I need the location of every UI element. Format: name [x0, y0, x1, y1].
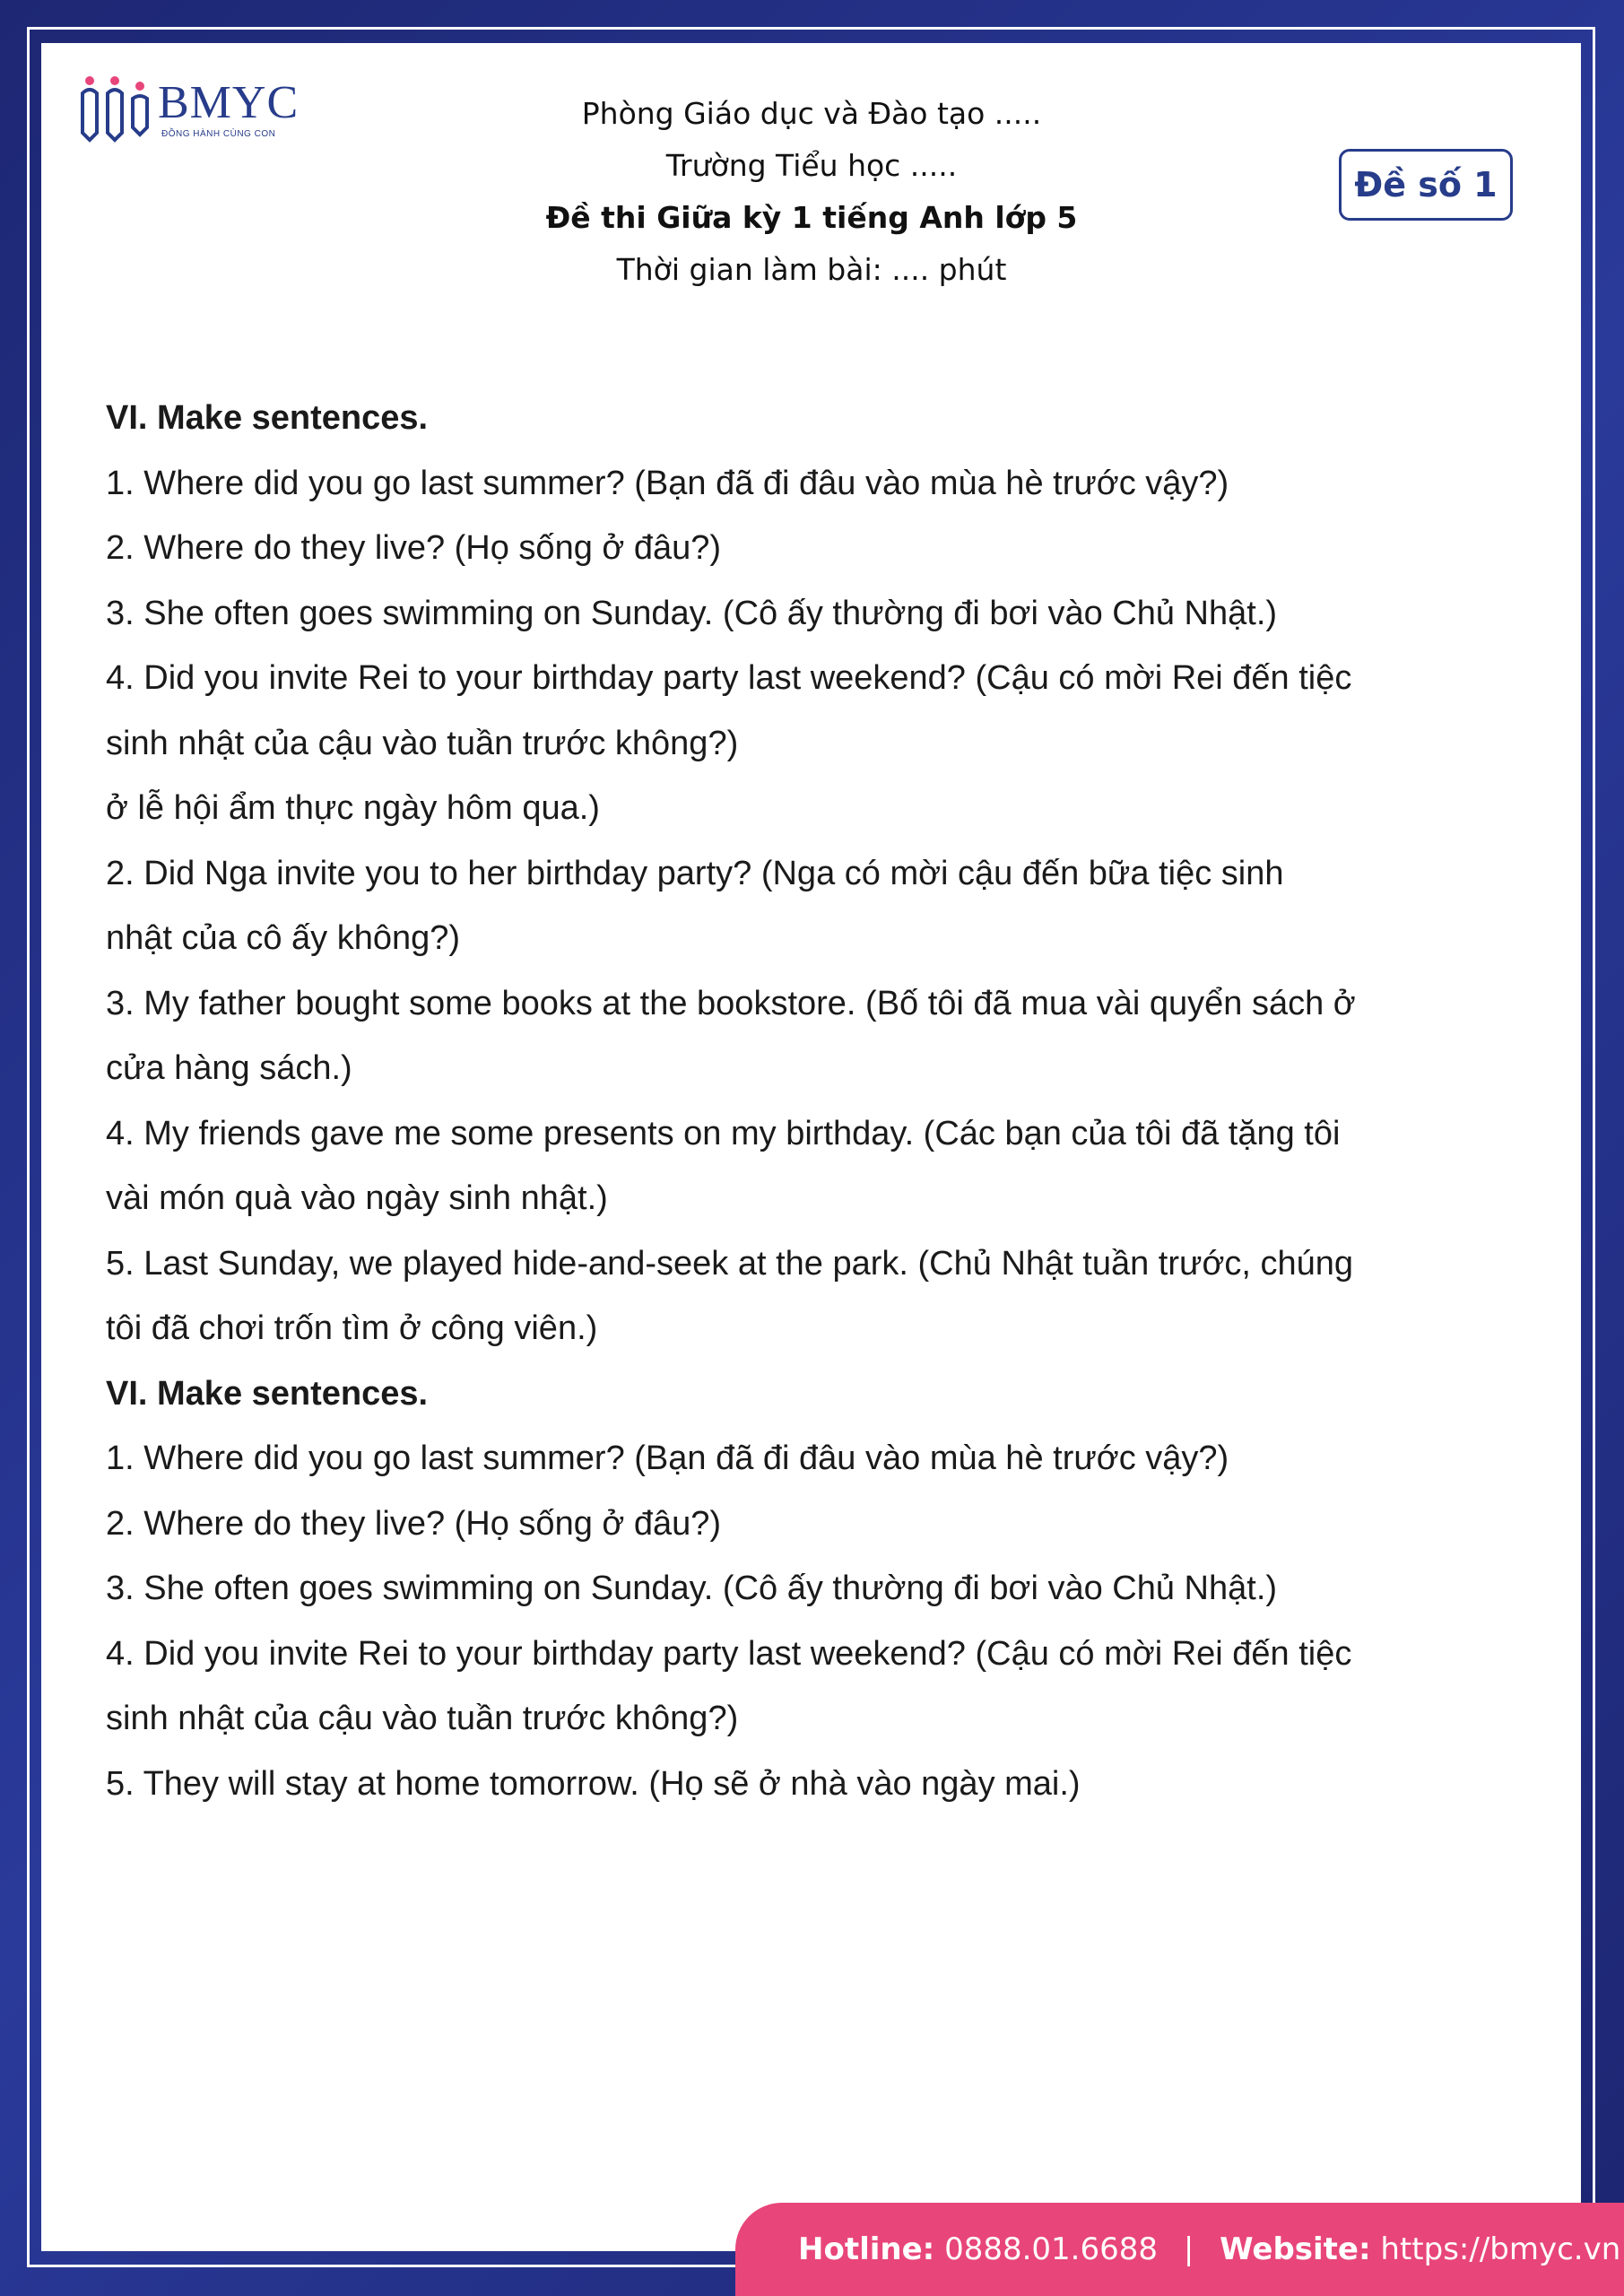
- text-line: cửa hàng sách.): [106, 1049, 352, 1087]
- text-line: 1. Where did you go last summer? (Bạn đã đi đâu vào mùa hè trước vậy?): [106, 464, 1229, 502]
- logo-wordmark: BMYC: [158, 77, 300, 128]
- document-header: [448, 88, 1175, 296]
- contact-footer: [735, 2203, 1624, 2296]
- website-label: Website:: [1220, 2231, 1371, 2267]
- text-line: 4. Did you invite Rei to your birthday party last weekend? (Cậu có mời Rei đến tiệc: [106, 1634, 1352, 1673]
- section-heading: VI. Make sentences.: [106, 1374, 429, 1413]
- text-line: 3. My father bought some books at the bookstore. (Bố tôi đã mua vài quyển sách ở: [106, 984, 1356, 1022]
- footer-separator: |: [1183, 2231, 1194, 2267]
- family-icon: [79, 74, 156, 145]
- time-line: Thời gian làm bài: .... phút: [616, 252, 1007, 287]
- school-line: Trường Tiểu học .....: [665, 148, 958, 183]
- text-line: 3. She often goes swimming on Sunday. (Cô ấy thường đi bơi vào Chủ Nhật.): [106, 594, 1278, 632]
- logo-tagline: ĐỒNG HÀNH CÙNG CON: [161, 129, 276, 139]
- exam-title: Đề thi Giữa kỳ 1 tiếng Anh lớp 5: [545, 200, 1078, 235]
- department-line: Phòng Giáo dục và Đào tạo .....: [581, 96, 1042, 131]
- bmyc-logo: [79, 74, 300, 145]
- text-line: 2. Where do they live? (Họ sống ở đâu?): [106, 529, 722, 567]
- text-line: nhật của cô ấy không?): [106, 919, 461, 957]
- section-heading: VI. Make sentences.: [106, 399, 429, 437]
- text-line: vài món quà vào ngày sinh nhật.): [106, 1179, 608, 1217]
- text-line: 2. Where do they live? (Họ sống ở đâu?): [106, 1504, 722, 1543]
- text-line: 4. My friends gave me some presents on my birthday. (Các bạn của tôi đã tặng tôi: [106, 1114, 1341, 1152]
- text-line: 1. Where did you go last summer? (Bạn đã đi đâu vào mùa hè trước vậy?): [106, 1439, 1229, 1477]
- text-line: sinh nhật của cậu vào tuần trước không?): [106, 1700, 739, 1737]
- text-line: 2. Did Nga invite you to her birthday party? (Nga có mời cậu đến bữa tiệc sinh: [106, 854, 1284, 892]
- text-line: 3. She often goes swimming on Sunday. (Cô ấy thường đi bơi vào Chủ Nhật.): [106, 1570, 1278, 1607]
- text-line: ở lễ hội ẩm thực ngày hôm qua.): [106, 789, 600, 827]
- hotline-value[interactable]: 0888.01.6688: [944, 2231, 1158, 2267]
- text-line: sinh nhật của cậu vào tuần trước không?): [106, 724, 739, 762]
- exam-number-badge: Đề số 1: [1339, 149, 1513, 221]
- text-line: 5. Last Sunday, we played hide-and-seek at the park. (Chủ Nhật tuần trước, chúng: [106, 1244, 1354, 1283]
- hotline-label: Hotline:: [798, 2231, 935, 2267]
- website-link[interactable]: https://bmyc.vn: [1380, 2231, 1621, 2267]
- document-body: [106, 386, 1505, 1816]
- text-line: tôi đã chơi trốn tìm ở công viên.): [106, 1309, 598, 1347]
- text-line: 4. Did you invite Rei to your birthday party last weekend? (Cậu có mời Rei đến tiệc: [106, 659, 1352, 697]
- text-line: 5. They will stay at home tomorrow. (Họ sẽ ở nhà vào ngày mai.): [106, 1764, 1081, 1803]
